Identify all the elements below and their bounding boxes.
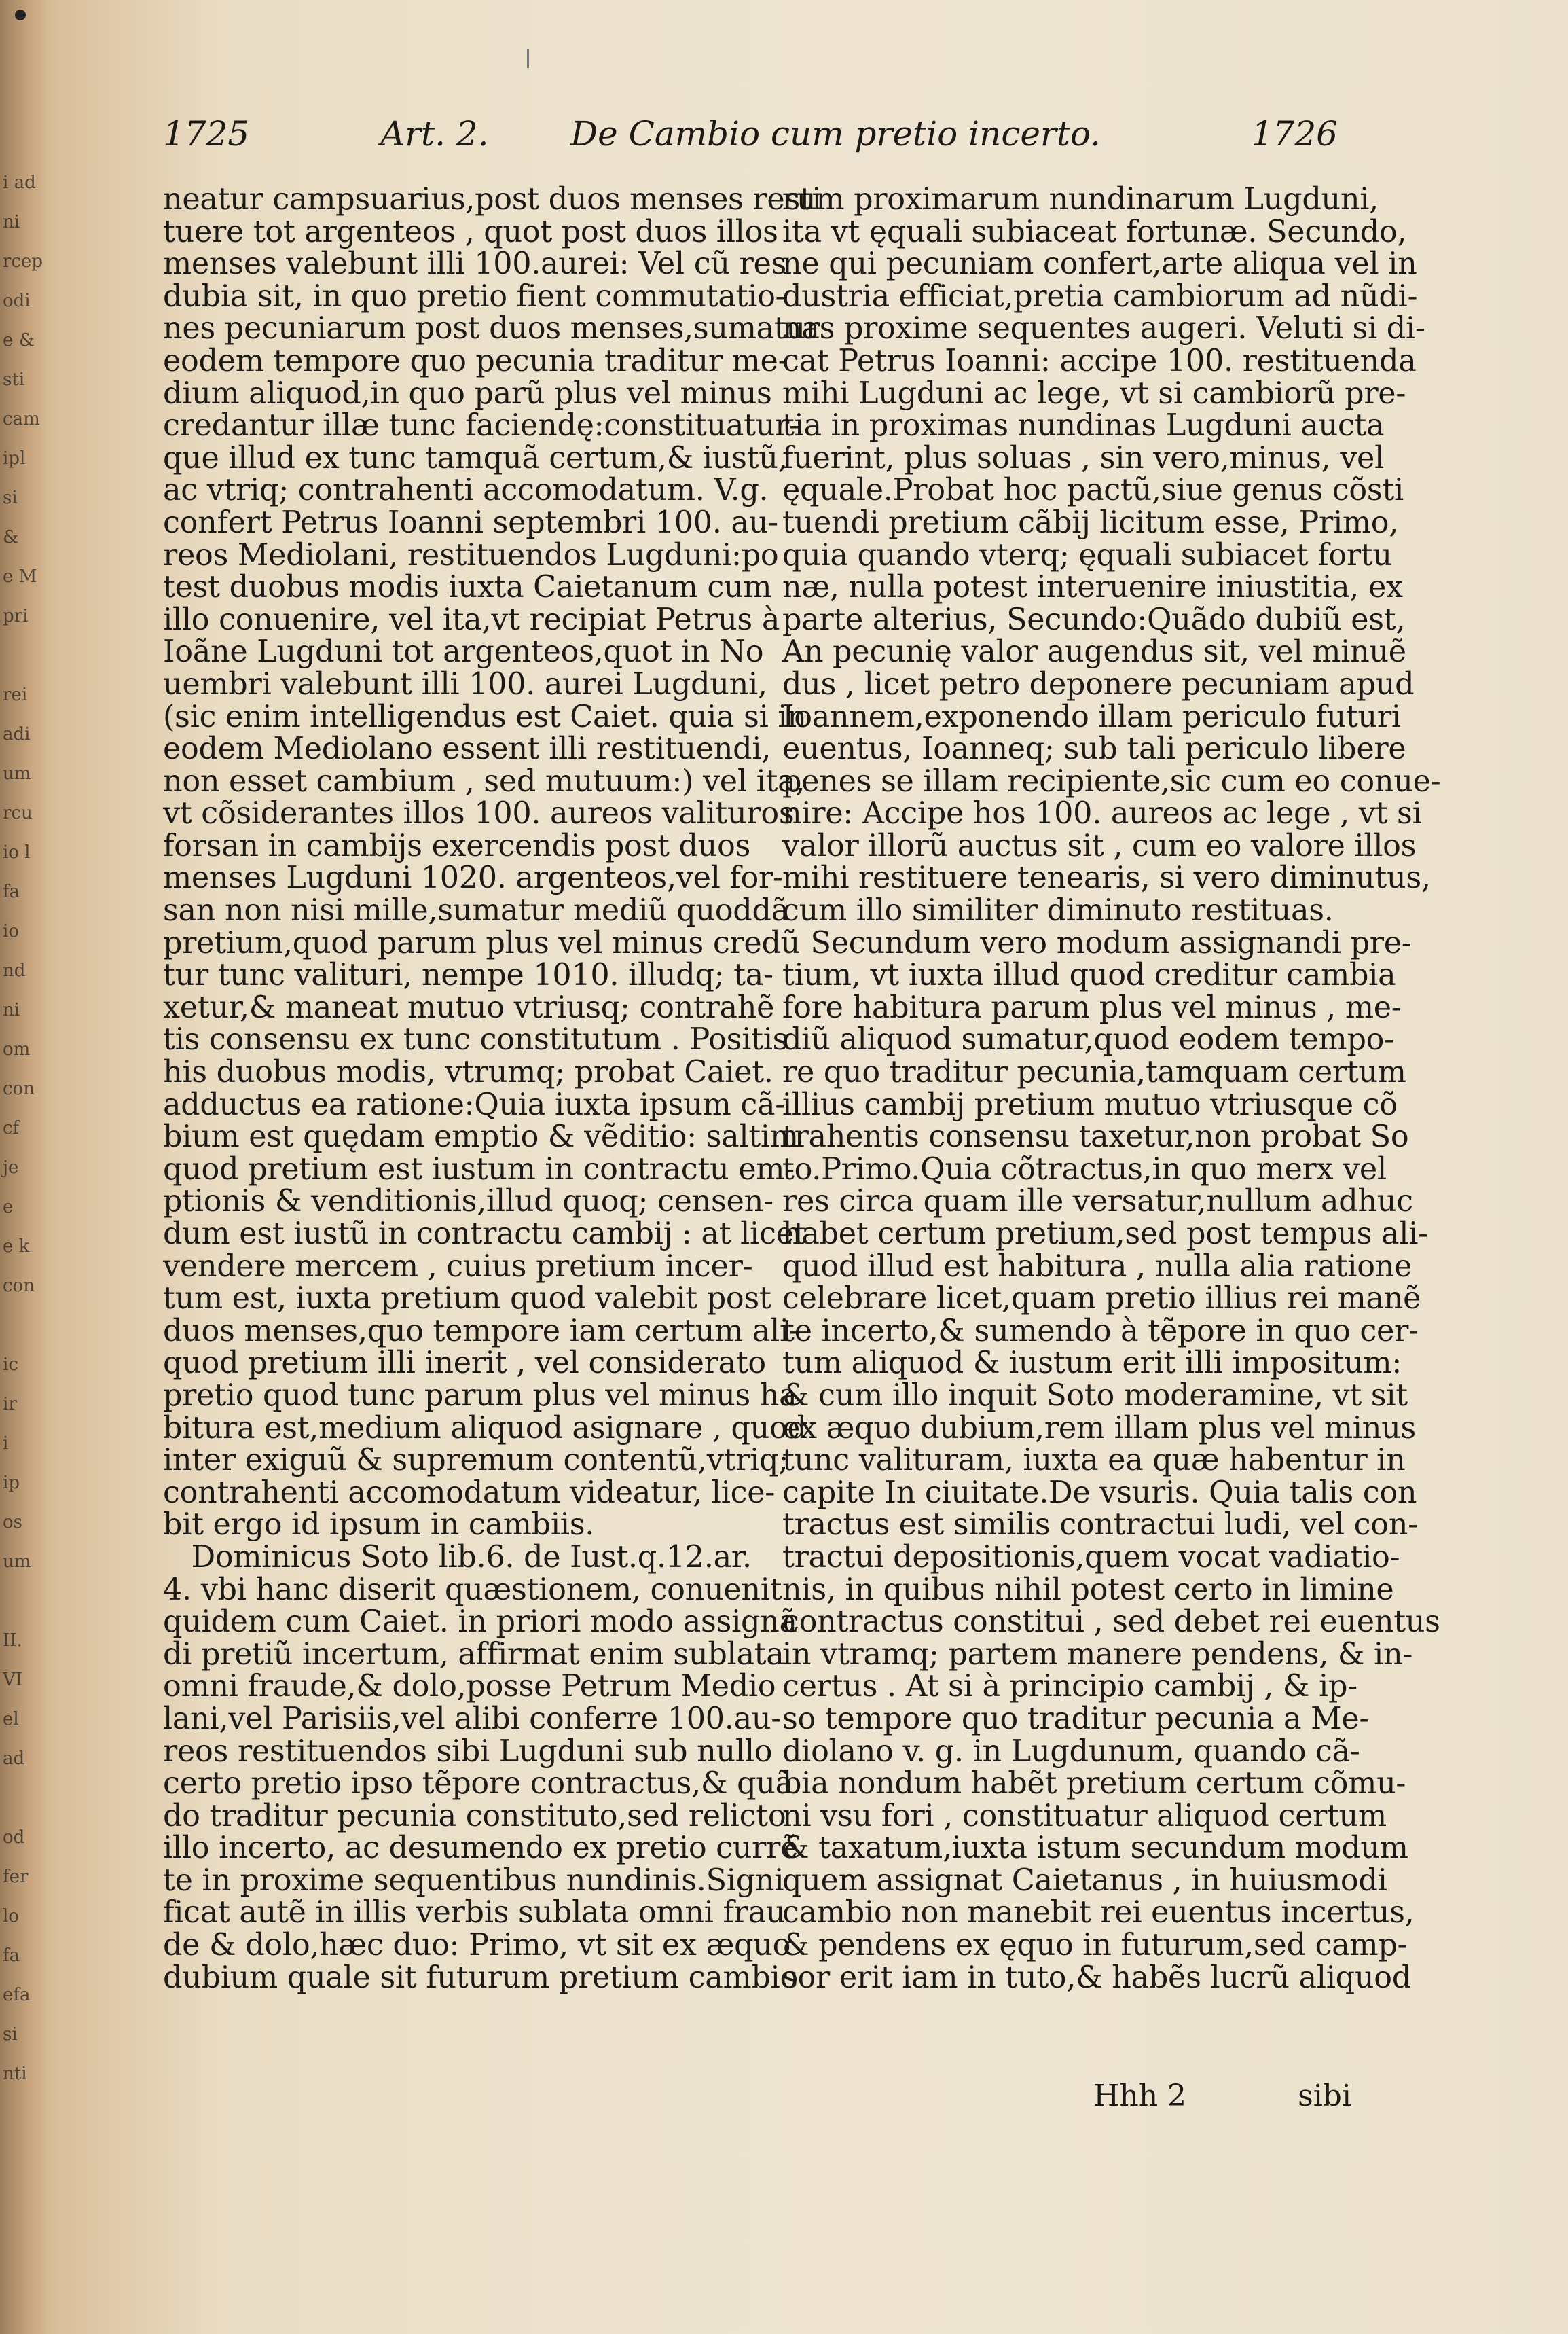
text-line: celebrare licet,quam pretio illius rei manẽ xyxy=(782,1281,1421,1316)
text-line: ni vsu fori , constituatur aliquod certum xyxy=(782,1798,1387,1833)
text-line: euentus, Ioanneq; sub tali periculo libere xyxy=(782,732,1406,767)
running-title: De Cambio cum pretio incerto. xyxy=(570,114,1101,154)
text-line: dium aliquod,in quo parũ plus vel minus xyxy=(163,376,772,411)
text-line: quia quando vterq; ęquali subiacet fortu xyxy=(782,537,1392,573)
text-line: Dominicus Soto lib.6. de Iust.q.12.ar. xyxy=(163,1539,752,1575)
catchword: sibi xyxy=(1298,2079,1351,2113)
adjacent-page-bleed: i ad ni rcep odi e & sti cam ipl si & e M pri rei adi um rcu io l fa io nd ni om con cf je e e k con ic ir i ip os um II. VI el ad od fer lo fa efa si nti xyxy=(3,173,43,2084)
text-line: illo incerto, ac desumendo ex pretio currẽ xyxy=(163,1831,799,1866)
text-line: Ioannem,exponendo illam periculo futuri xyxy=(782,699,1401,734)
text-line: omni fraude,& dolo,posse Petrum Medio xyxy=(163,1669,776,1704)
text-line: tur tunc valituri, nempe 1010. illudq; ta- xyxy=(163,958,773,993)
text-line: his duobus modis, vtrumq; probat Caiet. xyxy=(163,1055,773,1090)
text-line: menses Lugduni 1020. argenteos,vel for- xyxy=(163,861,783,896)
text-line: & pendens ex ęquo in futurum,sed camp- xyxy=(782,1928,1408,1963)
text-line: (sic enim intelligendus est Caiet. quia si in xyxy=(163,699,807,734)
text-line: ptionis & venditionis,illud quoq; censen- xyxy=(163,1184,773,1219)
text-line: sor erit iam in tuto,& habẽs lucrũ aliquod xyxy=(782,1960,1411,1995)
text-line: bit ergo id ipsum in cambiis. xyxy=(163,1507,595,1543)
text-line: valor illorũ auctus sit , cum eo valore illos xyxy=(782,828,1417,863)
text-line: illo conuenire, vel ita,vt recipiat Petrus à xyxy=(163,602,780,637)
text-line: diũ aliquod sumatur,quod eodem tempo- xyxy=(782,1022,1394,1058)
text-line: quem assignat Caietanus , in huiusmodi xyxy=(782,1863,1387,1898)
ink-spot xyxy=(15,10,26,20)
text-line: contrahenti accomodatum videatur, lice- xyxy=(163,1475,776,1510)
text-line: de & dolo,hæc duo: Primo, vt sit ex æquo xyxy=(163,1928,791,1963)
text-line: Ioãne Lugduni tot argenteos,quot in No xyxy=(163,634,764,670)
text-line: vendere mercem , cuius pretium incer- xyxy=(163,1249,753,1284)
text-line: forsan in cambijs exercendis post duos xyxy=(163,828,751,863)
text-line: ęquale.Probat hoc pactũ,siue genus cõsti xyxy=(782,473,1404,508)
text-line: ac vtriq; contrahenti accomodatum. V.g. xyxy=(163,473,769,508)
text-line: tis consensu ex tunc constitutum . Positis xyxy=(163,1022,788,1058)
text-line: Secundum vero modum assignandi pre- xyxy=(782,925,1412,960)
text-line: test duobus modis iuxta Caietanum cum xyxy=(163,570,772,605)
text-line: nas proxime sequentes augeri. Veluti si di- xyxy=(782,311,1425,346)
text-line: que illud ex tunc tamquã certum,& iustũ, xyxy=(163,440,788,475)
text-column-left xyxy=(163,182,822,1995)
text-line: non esset cambium , sed mutuum:) vel ita, xyxy=(163,764,805,799)
text-line: tum est, iuxta pretium quod valebit post xyxy=(163,1281,771,1316)
text-line: san non nisi mille,sumatur mediũ quoddã xyxy=(163,893,789,929)
text-line: diolano v. g. in Lugdunum, quando cã- xyxy=(782,1734,1360,1769)
text-line: rum proximarum nundinarum Lugduni, xyxy=(782,182,1379,217)
ink-mark xyxy=(527,49,529,68)
text-line: in vtramq; partem manere pendens, & in- xyxy=(782,1636,1413,1672)
text-line: dubia sit, in quo pretio fient commutatio- xyxy=(163,279,786,314)
text-line: te in proxime sequentibus nundinis.Signi xyxy=(163,1863,784,1898)
text-line: adductus ea ratione:Quia iuxta ipsum cã- xyxy=(163,1087,785,1122)
text-line: contractus constitui , sed debet rei euentus xyxy=(782,1604,1440,1640)
text-line: ex æquo dubium,rem illam plus vel minus xyxy=(782,1410,1416,1446)
text-line: ita vt ęquali subiaceat fortunæ. Secundo, xyxy=(782,214,1407,249)
signature-mark: Hhh 2 xyxy=(1093,2079,1187,2113)
text-line: di pretiũ incertum, affirmat enim sublata xyxy=(163,1636,784,1672)
page-number-right: 1726 xyxy=(1251,114,1338,154)
text-line: reos Mediolani, restituendos Lugduni:po xyxy=(163,537,779,573)
text-line: bia nondum habẽt pretium certum cõmu- xyxy=(782,1766,1406,1801)
text-line: eodem tempore quo pecunia traditur me- xyxy=(163,343,788,378)
text-line: re quo traditur pecunia,tamquam certum xyxy=(782,1055,1406,1090)
text-line: quod illud est habitura , nulla alia ratione xyxy=(782,1249,1412,1284)
page-footer xyxy=(1093,2079,1351,2119)
text-line: nis, in quibus nihil potest certo in limine xyxy=(782,1572,1394,1607)
text-line: pretio quod tunc parum plus vel minus ha xyxy=(163,1378,797,1413)
text-line: lani,vel Parisiis,vel alibi conferre 100.au- xyxy=(163,1701,781,1736)
text-line: quod pretium est iustum in contractu em- xyxy=(163,1151,795,1187)
running-header xyxy=(163,114,1338,162)
binding-gutter xyxy=(0,0,48,2334)
text-line: & cum illo inquit Soto moderamine, vt sit xyxy=(782,1378,1408,1413)
text-line: quidem cum Caiet. in priori modo assignã xyxy=(163,1604,797,1640)
text-line: habet certum pretium,sed post tempus ali- xyxy=(782,1217,1428,1251)
text-line: ne qui pecuniam confert,arte aliqua vel in xyxy=(782,247,1417,282)
text-line: dus , licet petro deponere pecuniam apud xyxy=(782,666,1415,702)
text-line: tuere tot argenteos , quot post duos illos xyxy=(163,214,778,249)
text-column-right xyxy=(782,182,1441,1995)
text-line: mihi Lugduni ac lege, vt si cambiorũ pre- xyxy=(782,376,1406,411)
text-line: trahentis consensu taxetur,non probat So xyxy=(782,1119,1409,1155)
article-label: Art. 2. xyxy=(380,114,489,154)
text-line: penes se illam recipiente,sic cum eo conue- xyxy=(782,764,1441,799)
text-line: duos menses,quo tempore iam certum ali- xyxy=(163,1313,799,1348)
text-line: cat Petrus Ioanni: accipe 100. restituenda xyxy=(782,343,1417,378)
text-line: parte alterius, Secundo:Quãdo dubiũ est, xyxy=(782,602,1406,637)
text-line: tum aliquod & iustum erit illi impositum: xyxy=(782,1346,1402,1381)
text-line: pretium,quod parum plus vel minus credũ xyxy=(163,925,800,960)
text-line: fuerint, plus soluas , sin vero,minus, vel xyxy=(782,440,1385,475)
text-line: inter exiguũ & supremum contentũ,vtriq; xyxy=(163,1443,788,1478)
text-line: to.Primo.Quia cõtractus,in quo merx vel xyxy=(782,1151,1387,1187)
text-line: bium est quędam emptio & vẽditio: saltim xyxy=(163,1119,799,1155)
text-line: næ, nulla potest interuenire iniustitia, ex xyxy=(782,570,1403,605)
text-line: capite In ciuitate.De vsuris. Quia talis con xyxy=(782,1475,1417,1510)
text-line: tium, vt iuxta illud quod creditur cambia xyxy=(782,958,1396,993)
text-line: tunc valituram, iuxta ea quæ habentur in xyxy=(782,1443,1406,1478)
text-line: neatur campsuarius,post duos menses resti xyxy=(163,182,822,217)
text-line: ficat autẽ in illis verbis sublata omni frau xyxy=(163,1895,786,1931)
text-line: An pecunię valor augendus sit, vel minuẽ xyxy=(782,634,1406,670)
text-line: reos restituendos sibi Lugduni sub nullo xyxy=(163,1734,773,1769)
text-line: te incerto,& sumendo à tẽpore in quo cer- xyxy=(782,1313,1419,1348)
text-line: do traditur pecunia constituto,sed relicto xyxy=(163,1798,786,1833)
text-line: so tempore quo traditur pecunia a Me- xyxy=(782,1701,1370,1736)
text-line: mihi restituere tenearis, si vero diminutus, xyxy=(782,861,1431,896)
text-line: & taxatum,iuxta istum secundum modum xyxy=(782,1831,1408,1866)
text-line: res circa quam ille versatur,nullum adhuc xyxy=(782,1184,1413,1219)
text-line: quod pretium illi inerit , vel considerato xyxy=(163,1346,766,1381)
text-line: tuendi pretium cãbij licitum esse, Primo, xyxy=(782,505,1399,540)
text-line: cum illo similiter diminuto restituas. xyxy=(782,893,1334,929)
text-line: 4. vbi hanc diserit quæstionem, conuenit xyxy=(163,1572,782,1607)
text-line: tractui depositionis,quem vocat vadiatio- xyxy=(782,1539,1400,1575)
text-line: credantur illæ tunc faciendę:constituatur- xyxy=(163,408,799,444)
text-line: cambio non manebit rei euentus incertus, xyxy=(782,1895,1415,1931)
text-line: tia in proximas nundinas Lugduni aucta xyxy=(782,408,1385,444)
text-line: bitura est,medium aliquod asignare , quod xyxy=(163,1410,807,1446)
text-line: nire: Accipe hos 100. aureos ac lege , vt si xyxy=(782,796,1422,831)
text-line: xetur,& maneat mutuo vtriusq; contrahẽ xyxy=(163,990,775,1025)
text-line: eodem Mediolano essent illi restituendi, xyxy=(163,732,771,767)
text-line: dum est iustũ in contractu cambij : at licet xyxy=(163,1217,806,1251)
text-line: menses valebunt illi 100.aurei: Vel cũ res xyxy=(163,247,787,282)
text-line: illius cambij pretium mutuo vtriusque cõ xyxy=(782,1087,1398,1122)
text-line: vt cõsiderantes illos 100. aureos valituros xyxy=(163,796,795,831)
text-line: nes pecuniarum post duos menses,sumatur xyxy=(163,311,820,346)
text-line: dubium quale sit futurum pretium cambio xyxy=(163,1960,798,1995)
text-line: fore habitura parum plus vel minus , me- xyxy=(782,990,1402,1025)
text-line: certus . At si à principio cambij , & ip- xyxy=(782,1669,1357,1704)
text-line: dustria efficiat,pretia cambiorum ad nũdi- xyxy=(782,279,1418,314)
text-line: confert Petrus Ioanni septembri 100. au- xyxy=(163,505,778,540)
text-line: certo pretio ipso tẽpore contractus,& quã xyxy=(163,1766,793,1801)
text-line: tractus est similis contractui ludi, vel con- xyxy=(782,1507,1418,1543)
text-line: uembri valebunt illi 100. aurei Lugduni, xyxy=(163,666,767,702)
page-number-left: 1725 xyxy=(163,114,250,154)
